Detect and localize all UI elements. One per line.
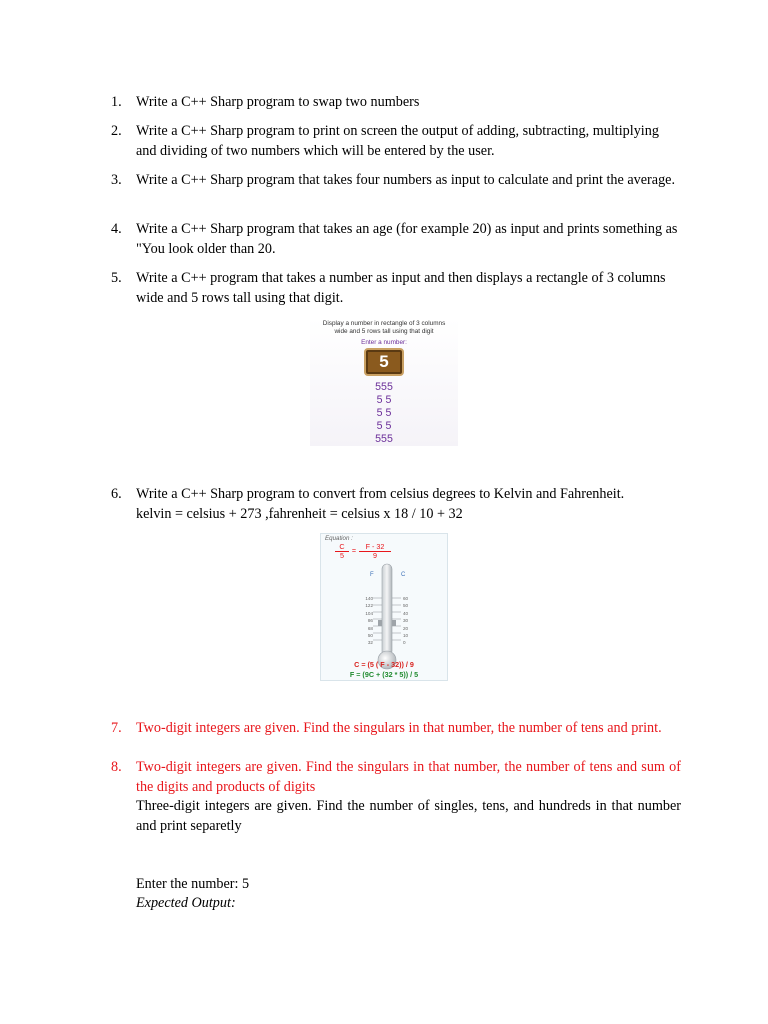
expected-output-label: Expected Output: bbox=[136, 895, 236, 911]
equals-sign: = bbox=[351, 546, 357, 555]
figure-caption: Display a number in rectangle of 3 columns wide and 5 rows tall using that digit bbox=[322, 320, 446, 335]
figure-output: 555 5 5 5 5 5 5 555 bbox=[375, 381, 393, 446]
equation-label: Equation : bbox=[325, 535, 353, 542]
item-number: 5. bbox=[111, 270, 122, 286]
number-input-box: 5 bbox=[364, 348, 404, 376]
celsius-equation: C = (5 ( F - 32)) / 9 bbox=[354, 660, 414, 669]
item-number: 1. bbox=[111, 94, 122, 110]
figure-prompt: Enter a number: bbox=[361, 339, 407, 346]
thermometer-icon bbox=[321, 534, 447, 680]
list-item-8 bbox=[111, 758, 681, 836]
list-item-1 bbox=[111, 93, 681, 113]
thermometer-figure bbox=[320, 533, 448, 681]
fraction-denominator: 9 bbox=[359, 551, 391, 560]
item-text: Write a C++ Sharp program to convert from celsius degrees to Kelvin and Fahrenheit. bbox=[136, 486, 625, 502]
item-text: Write a C++ Sharp program to swap two numbers bbox=[136, 94, 420, 110]
list-item-3 bbox=[111, 171, 681, 191]
item-number: 7. bbox=[111, 720, 122, 736]
fraction-numerator: C bbox=[339, 542, 345, 551]
item-number: 3. bbox=[111, 172, 122, 188]
item-text: Write a C++ program that takes a number as input and then displays a rectangle of 3 columns wide and 5 rows tall using that digit. bbox=[136, 270, 666, 306]
celsius-scale: 60 50 40 30 20 10 0 bbox=[403, 596, 409, 646]
item-text: Write a C++ Sharp program that takes four numbers as input to calculate and print the average. bbox=[136, 172, 676, 188]
item-number: 8. bbox=[111, 759, 122, 775]
expected-output-line bbox=[111, 894, 681, 914]
item-text: Write a C++ Sharp program that takes an age (for example 20) as input and prints something as "You look older than 20. bbox=[136, 221, 678, 257]
list-item-4 bbox=[111, 220, 681, 259]
item-text: Two-digit integers are given. Find the singulars in that number, the number of tens and print. bbox=[136, 720, 662, 736]
list-item-5 bbox=[111, 269, 681, 308]
list-item-2 bbox=[111, 122, 681, 161]
fahrenheit-scale: 140 122 104 86 68 50 32 bbox=[365, 596, 373, 646]
item-number: 6. bbox=[111, 486, 122, 502]
celsius-unit: C bbox=[401, 572, 406, 578]
item-text: Write a C++ Sharp program to print on screen the output of adding, subtracting, multiplying and dividing of two numbers which will be entered by the user. bbox=[136, 123, 659, 159]
fahrenheit-equation: F = (9C + (32 * 5)) / 5 bbox=[349, 670, 419, 679]
item-number: 2. bbox=[111, 123, 122, 139]
rectangle-example-figure bbox=[310, 318, 458, 446]
list-item-7 bbox=[111, 719, 681, 739]
list-item-6 bbox=[111, 485, 711, 524]
fraction-denominator: 5 bbox=[335, 551, 349, 560]
fahrenheit-unit: F bbox=[370, 572, 374, 578]
item-extra-text: Three-digit integers are given. Find the number of singles, tens, and hundreds in that number and print separetly bbox=[136, 798, 681, 834]
item-number: 4. bbox=[111, 221, 122, 237]
item-text: Two-digit integers are given. Find the singulars in that number, the number of tens and sum of the digits and products of digits bbox=[136, 759, 681, 795]
fraction-numerator: F - 32 bbox=[365, 542, 385, 551]
enter-number-line bbox=[111, 875, 681, 895]
enter-number-text: Enter the number: 5 bbox=[136, 876, 250, 892]
item-formula: kelvin = celsius + 273 ,fahrenheit = celsius x 18 / 10 + 32 bbox=[136, 505, 463, 522]
